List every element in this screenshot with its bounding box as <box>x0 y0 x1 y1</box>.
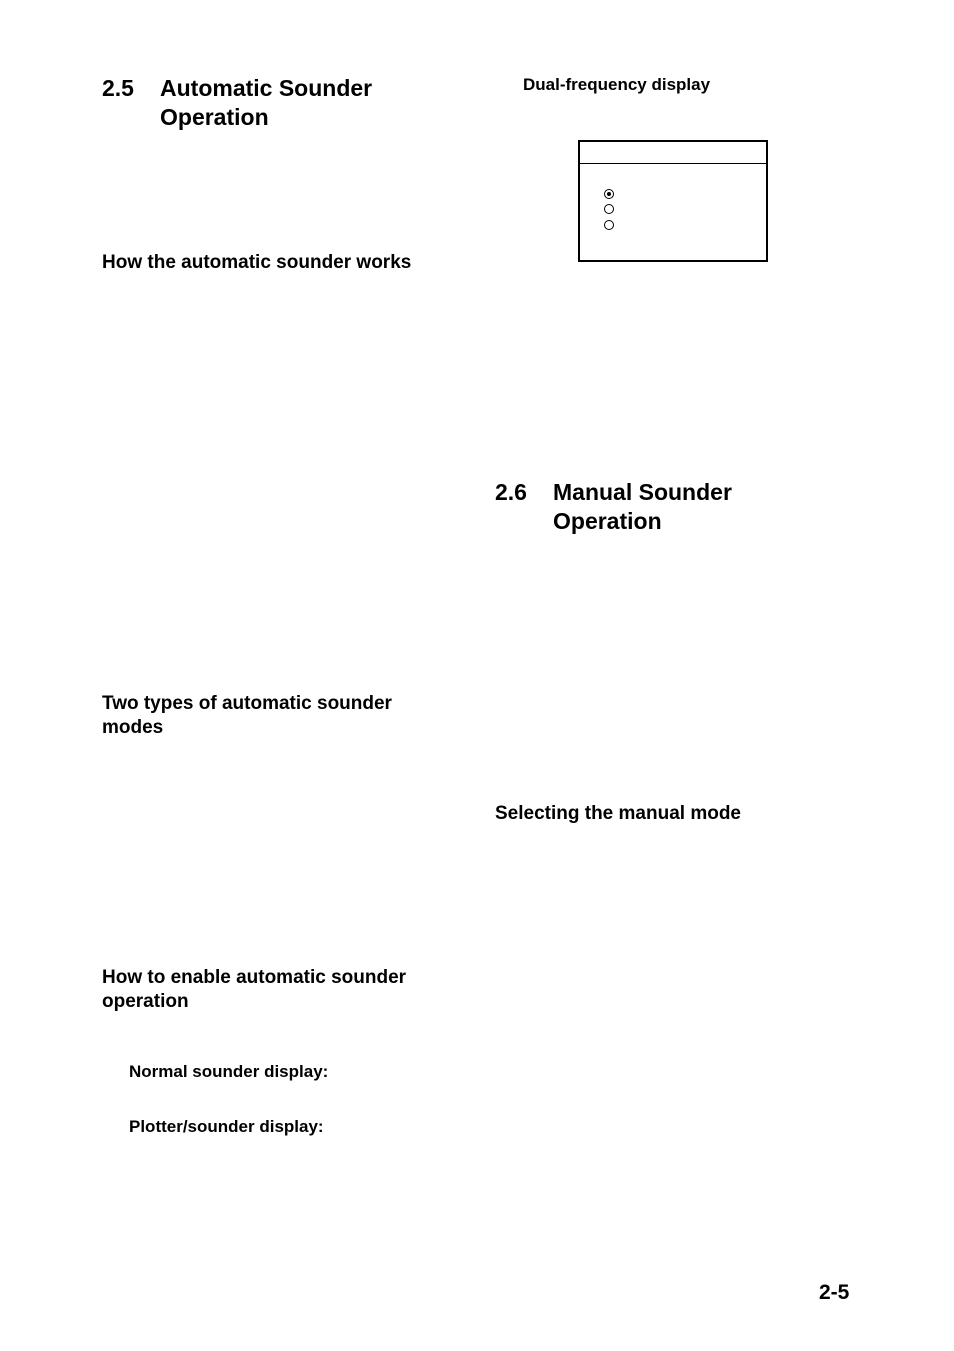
radio-option-2[interactable] <box>604 204 614 214</box>
enable-auto-line-2: operation <box>102 991 189 1012</box>
section-title-text <box>160 74 372 132</box>
normal-display-label: Normal sounder display: <box>129 1062 329 1081</box>
section-title-text <box>553 478 732 536</box>
section-title-line-2: Operation <box>553 508 662 534</box>
menu-box <box>578 140 768 262</box>
dual-frequency-label: Dual-frequency display <box>523 75 711 94</box>
selecting-manual-text: Selecting the manual mode <box>495 803 741 824</box>
how-sounder-works-heading <box>102 251 411 275</box>
menu-header-bar <box>580 142 766 164</box>
enable-auto-line-1: How to enable automatic sounder <box>102 967 407 988</box>
selecting-manual-heading <box>495 802 741 826</box>
two-types-line-1: Two types of automatic sounder <box>102 693 392 714</box>
two-types-heading <box>102 692 392 740</box>
section-number: 2.5 <box>102 75 134 101</box>
radio-selected-dot <box>607 192 611 196</box>
how-sounder-works-text: How the automatic sounder works <box>102 252 412 273</box>
radio-option-3[interactable] <box>604 220 614 230</box>
radio-option-1[interactable] <box>604 189 614 199</box>
plotter-display-label: Plotter/sounder display: <box>129 1117 324 1136</box>
two-types-line-2: modes <box>102 717 164 738</box>
section-title-line-2: Operation <box>160 104 269 130</box>
enable-auto-heading <box>102 966 406 1014</box>
page-number: 2-5 <box>819 1281 850 1304</box>
section-number: 2.6 <box>495 479 527 505</box>
section-title-line-1: Automatic Sounder <box>160 75 373 101</box>
section-title-line-1: Manual Sounder <box>553 479 732 505</box>
